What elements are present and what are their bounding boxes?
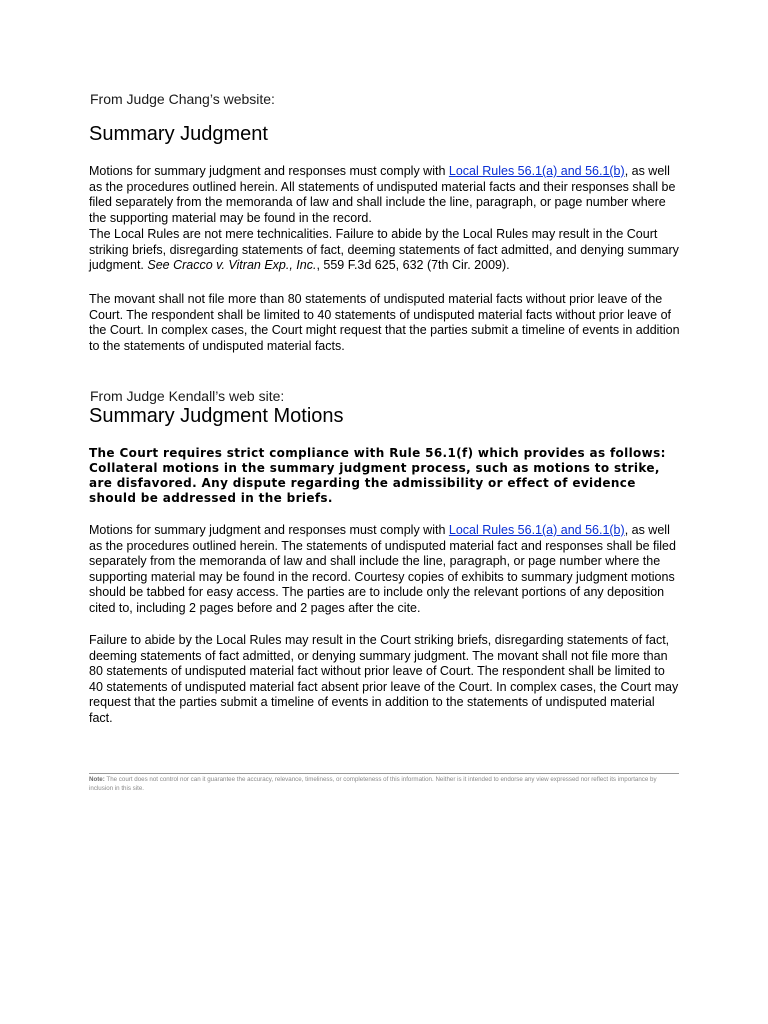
section1-p1-text-before: Motions for summary judgment and responses must comply with <box>89 164 449 178</box>
section1-source: From Judge Chang’s website: <box>90 91 275 107</box>
disclaimer-note <box>89 775 679 793</box>
footer-divider <box>89 773 679 774</box>
section1-paragraph-2 <box>89 227 681 274</box>
section2-title: Summary Judgment Motions <box>89 405 344 427</box>
section1-paragraph-3: The movant shall not file more than 80 statements of undisputed material facts without prior leave of the Court. The respondent shall be limited to 40 statements of undisputed material facts without prior leave of the Court. In complex cases, the Court might request that the parties submit a timeline of events in addition to the statements of undisputed material facts. <box>89 292 680 353</box>
section2-source: From Judge Kendall’s web site: <box>90 388 285 404</box>
section2-p1-text-before: Motions for summary judgment and responses must comply with <box>89 523 449 537</box>
rule-quote-line: are disfavored. Any dispute regarding the admissibility or effect of evidence <box>89 476 636 490</box>
section1-p2-text-before: The Local Rules are not mere technicalities. Failure to abide by the Local Rules may result in the Court striking briefs, disregarding statements of fact, deeming statements of fact admitted, and denying summary judgment. <box>89 227 679 273</box>
section2-paragraph-2: Failure to abide by the Local Rules may result in the Court striking briefs, disregarding statements of fact, deeming statements of fact admitted, or denying summary judgment. The movant shall not file more than 80 statements of undisputed material fact without prior leave of Court. The respondent shall be limited to 40 statements of undisputed material fact absent prior leave of the Court. In complex cases, the Court may request that the parties submit a timeline of events in addition to the statements of undisputed material fact. <box>89 633 679 725</box>
section1-p1-text-after: , as well as the procedures outlined herein. All statements of undisputed material facts and their responses shall be filed separately from the memoranda of law and shall include the line, paragraph, or page number where the supporting material may be found in the record. <box>89 164 676 225</box>
rule-quote-line: should be addressed in the briefs. <box>89 491 333 505</box>
section1-paragraph-1 <box>89 164 681 226</box>
note-label: Note: <box>89 776 105 783</box>
section2-p1-text-after: , as well as the procedures outlined herein. The statements of undisputed material fact and responses shall be filed separately from the memoranda of law and shall include the line, paragraph, or page number where the supporting material may be found in the record. Courtesy copies of exhibits to summary judgment motions should be tabbed for easy access. The parties are to include only the relevant portions of any deposition cited to, including 2 pages before and 2 pages after the cite. <box>89 523 676 615</box>
note-text: The court does not control nor can it guarantee the accuracy, relevance, timeliness, or completeness of this information. Neither is it intended to endorse any view expressed nor reflect its importance by inclusion in this site. <box>89 776 657 792</box>
local-rules-link[interactable]: Local Rules 56.1(a) and 56.1(b) <box>448 523 625 537</box>
section2-paragraph-1 <box>89 523 681 617</box>
local-rules-link[interactable]: Local Rules 56.1(a) and 56.1(b) <box>448 164 625 178</box>
case-citation: See Cracco v. Vitran Exp., Inc. <box>147 258 317 273</box>
section1-title: Summary Judgment <box>89 123 268 145</box>
section1-p2-text-after: , 559 F.3d 625, 632 (7th Cir. 2009). <box>316 258 510 273</box>
rule-quote-line: The Court requires strict compliance with Rule 56.1(f) which provides as follows: <box>89 446 666 460</box>
rule-quote-block <box>89 446 709 506</box>
rule-quote-line: Collateral motions in the summary judgment process, such as motions to strike, <box>89 461 660 475</box>
